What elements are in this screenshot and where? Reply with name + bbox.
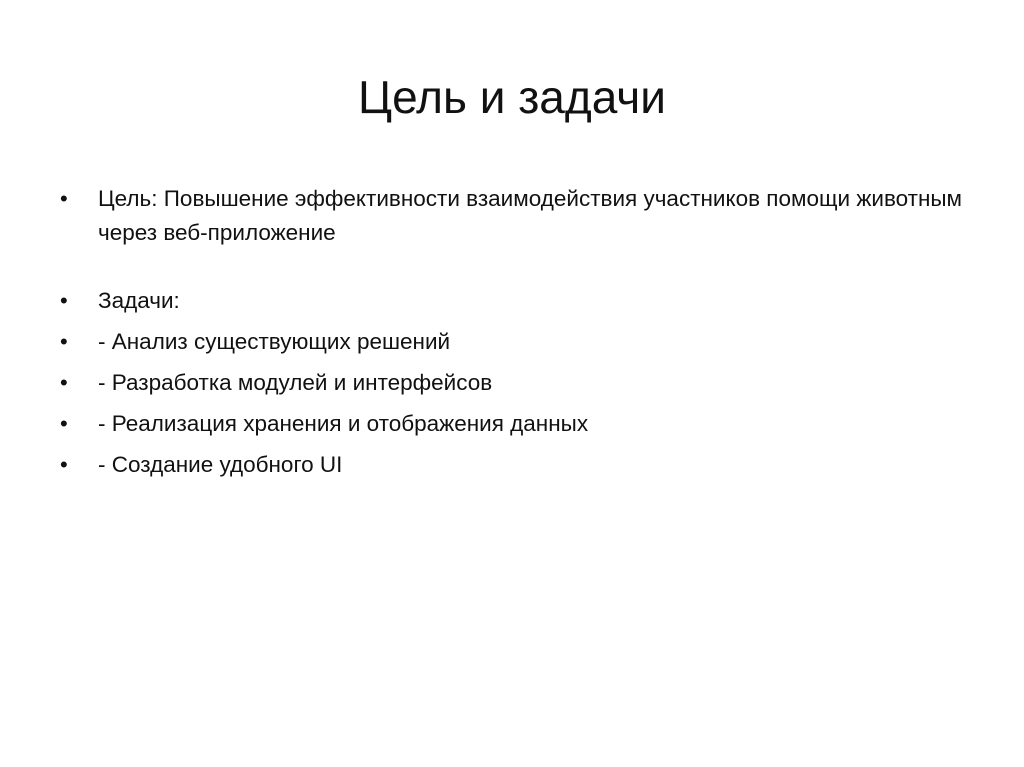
list-item-goal xyxy=(58,182,978,250)
list-item-task xyxy=(58,325,978,359)
bullet-marker: • xyxy=(60,329,68,354)
tasks-heading-text: Задачи: xyxy=(98,288,180,313)
bullet-marker: • xyxy=(60,452,68,477)
list-item-task xyxy=(58,366,978,400)
goal-text: Цель: Повышение эффективности взаимодействия участников помощи животным через веб-приложение xyxy=(98,186,963,245)
slide-title: Цель и задачи xyxy=(358,71,666,123)
task-text: - Анализ существующих решений xyxy=(98,329,451,354)
list-item-task xyxy=(58,448,978,482)
bullet-marker: • xyxy=(60,288,68,313)
bullet-marker: • xyxy=(60,186,68,211)
task-text: - Создание удобного UI xyxy=(98,452,343,477)
list-item-task xyxy=(58,407,978,441)
bullet-marker: • xyxy=(60,370,68,395)
task-text: - Реализация хранения и отображения данных xyxy=(98,411,589,436)
bullet-marker: • xyxy=(60,411,68,436)
list-item-tasks-heading xyxy=(58,284,978,318)
task-text: - Разработка модулей и интерфейсов xyxy=(98,370,493,395)
bullet-list xyxy=(58,182,978,489)
